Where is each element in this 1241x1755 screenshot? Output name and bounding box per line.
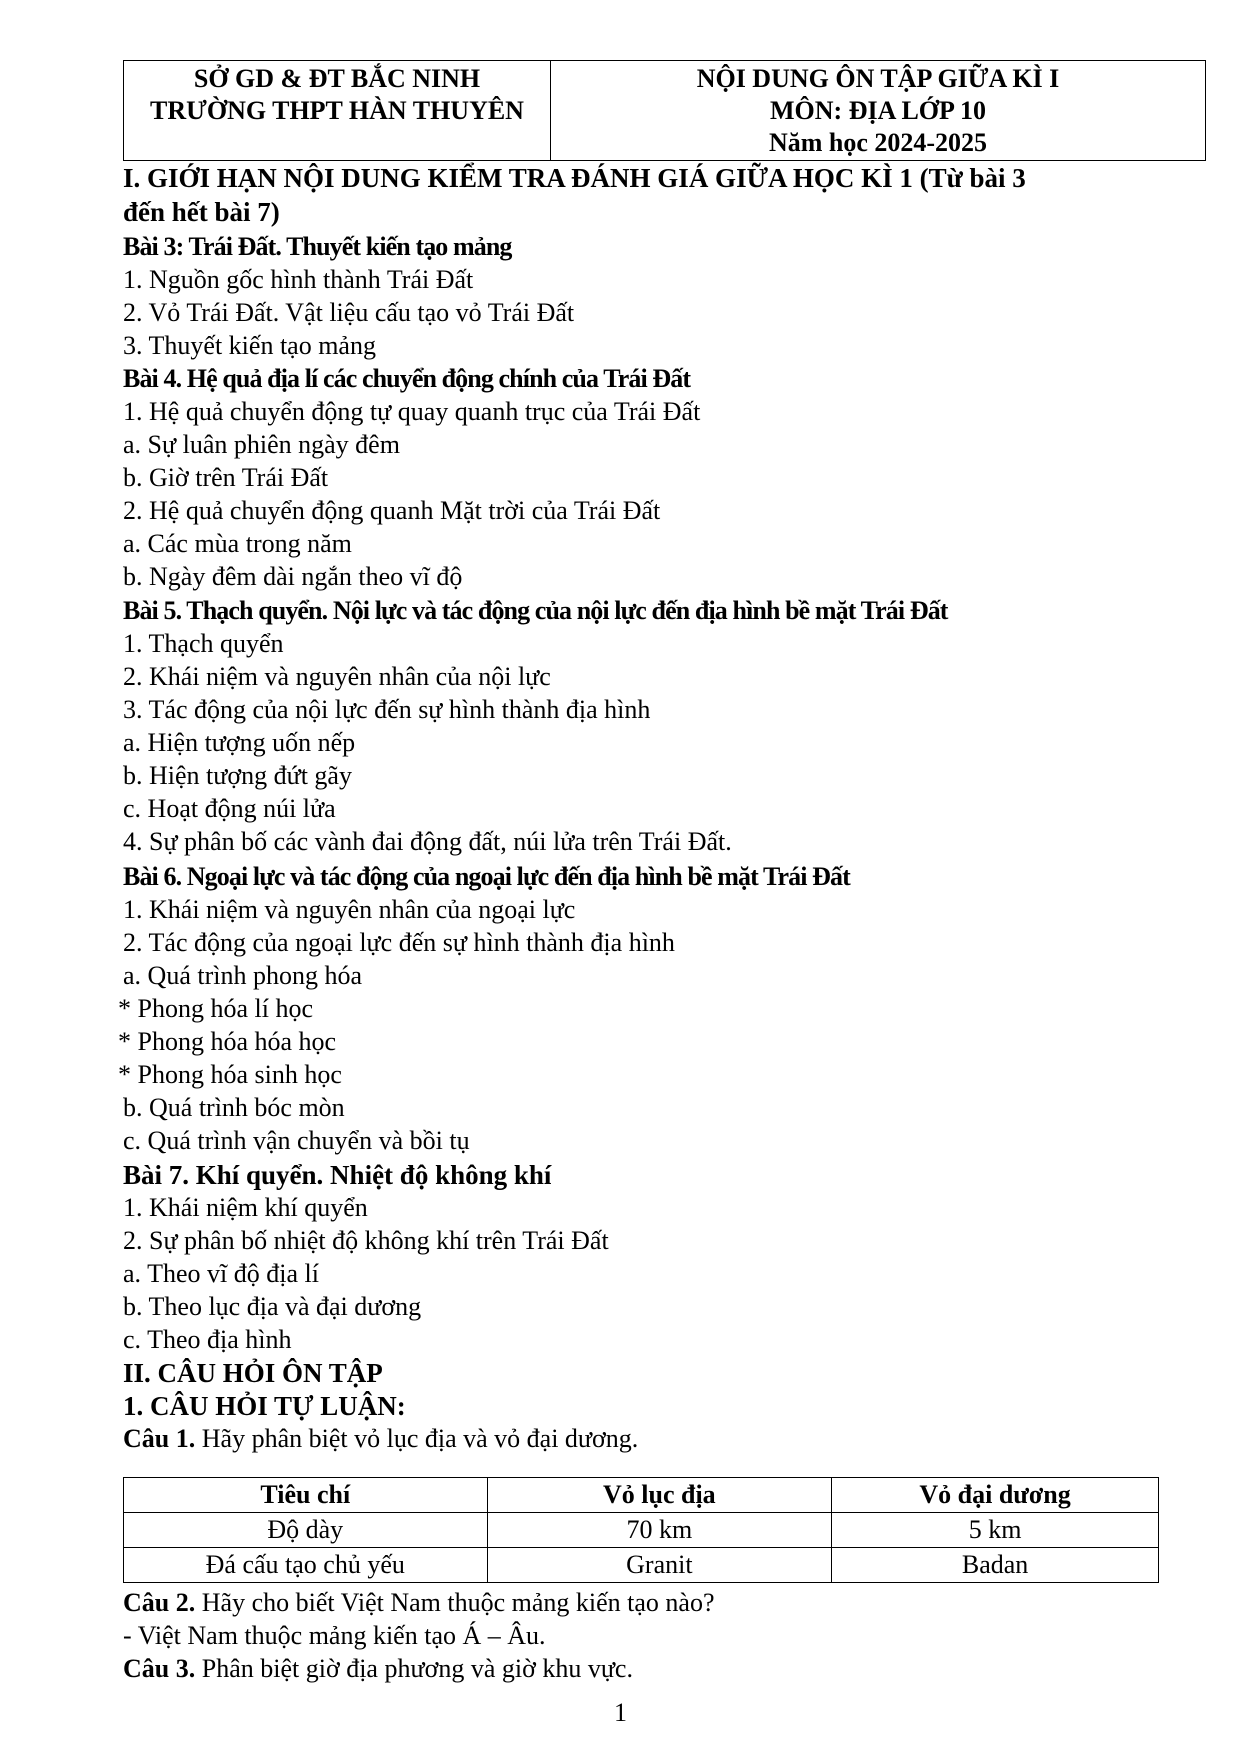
question-text: Hãy phân biệt vỏ lục địa và vỏ đại dương.	[195, 1424, 639, 1453]
lesson-5-title: Bài 5. Thạch quyển. Nội lực và tác động của nội lực đến địa hình bề mặt Trái Đất	[123, 596, 948, 625]
list-item: * Phong hóa sinh học	[118, 1060, 342, 1089]
list-item: b. Theo lục địa và đại dương	[123, 1292, 422, 1321]
school-year: Năm học 2024-2025	[768, 128, 988, 157]
exam-info	[551, 61, 1205, 160]
list-item: c. Theo địa hình	[123, 1325, 292, 1354]
lesson-7-title: Bài 7. Khí quyển. Nhiệt độ không khí	[123, 1160, 552, 1190]
essay-questions-heading: 1. CÂU HỎI TỰ LUẬN:	[123, 1391, 406, 1421]
list-item: 1. Thạch quyển	[123, 629, 284, 658]
lesson-3-title: Bài 3: Trái Đất. Thuyết kiến tạo mảng	[123, 232, 512, 261]
list-item: a. Các mùa trong năm	[123, 529, 352, 558]
question-1	[123, 1424, 638, 1454]
table-row	[124, 1513, 1159, 1548]
list-item: b. Giờ trên Trái Đất	[123, 463, 329, 492]
list-item: b. Hiện tượng đứt gãy	[123, 761, 352, 790]
list-item: 3. Tác động của nội lực đến sự hình thành địa hình	[123, 695, 651, 724]
list-item: 1. Hệ quả chuyển động tự quay quanh trục của Trái Đất	[123, 397, 701, 426]
list-item: 1. Khái niệm và nguyên nhân của ngoại lực	[123, 895, 576, 924]
question-label: Câu 1.	[123, 1424, 196, 1453]
subject-name: MÔN: ĐỊA LỚP 10	[770, 96, 986, 125]
list-item: a. Sự luân phiên ngày đêm	[123, 430, 400, 459]
section-1-title-cont: đến hết bài 7)	[123, 197, 280, 227]
table-row	[124, 1548, 1159, 1583]
header-box	[123, 60, 1206, 161]
column-header: Vỏ đại dương	[832, 1478, 1159, 1513]
table-header-row	[124, 1478, 1159, 1513]
school-info	[124, 61, 551, 160]
list-item: c. Quá trình vận chuyển và bồi tụ	[123, 1126, 470, 1155]
list-item: a. Quá trình phong hóa	[123, 961, 363, 990]
question-label: Câu 3.	[123, 1654, 196, 1683]
list-item: 2. Hệ quả chuyển động quanh Mặt trời của Trái Đất	[123, 496, 661, 525]
list-item: 2. Khái niệm và nguyên nhân của nội lực	[123, 662, 551, 691]
table-cell: Đá cấu tạo chủ yếu	[124, 1548, 488, 1583]
list-item: 3. Thuyết kiến tạo mảng	[123, 331, 376, 360]
list-item: 2. Sự phân bố nhiệt độ không khí trên Trái Đất	[123, 1226, 609, 1255]
lesson-6-title: Bài 6. Ngoại lực và tác động của ngoại lực đến địa hình bề mặt Trái Đất	[123, 862, 850, 891]
list-item: * Phong hóa lí học	[118, 994, 313, 1023]
list-item: c. Hoạt động núi lửa	[123, 794, 336, 823]
page-number: 1	[614, 1698, 627, 1727]
list-item: b. Quá trình bóc mòn	[123, 1093, 345, 1122]
list-item: a. Theo vĩ độ địa lí	[123, 1259, 319, 1288]
list-item: * Phong hóa hóa học	[118, 1027, 337, 1056]
document-title: NỘI DUNG ÔN TẬP GIỮA KÌ I	[696, 64, 1060, 93]
column-header: Vỏ lục địa	[487, 1478, 832, 1513]
list-item: 2. Vỏ Trái Đất. Vật liệu cấu tạo vỏ Trái Đất	[123, 298, 575, 327]
list-item: 1. Khái niệm khí quyển	[123, 1193, 368, 1222]
table-cell: Granit	[487, 1548, 832, 1583]
question-2	[123, 1588, 715, 1618]
question-3	[123, 1654, 633, 1684]
question-text: Phân biệt giờ địa phương và giờ khu vực.	[195, 1654, 633, 1683]
school-name: TRƯỜNG THPT HÀN THUYÊN	[150, 96, 524, 125]
list-item: 4. Sự phân bố các vành đai động đất, núi lửa trên Trái Đất.	[123, 827, 732, 856]
column-header: Tiêu chí	[124, 1478, 488, 1513]
list-item: b. Ngày đêm dài ngắn theo vĩ độ	[123, 562, 463, 591]
table-cell: 70 km	[487, 1513, 832, 1548]
table-cell: Badan	[832, 1548, 1159, 1583]
table-cell: 5 km	[832, 1513, 1159, 1548]
table-cell: Độ dày	[124, 1513, 488, 1548]
list-item: a. Hiện tượng uốn nếp	[123, 728, 356, 757]
section-2-title: II. CÂU HỎI ÔN TẬP	[123, 1358, 383, 1388]
question-2-answer: - Việt Nam thuộc mảng kiến tạo Á – Âu.	[123, 1621, 546, 1650]
question-text: Hãy cho biết Việt Nam thuộc mảng kiến tạo nào?	[195, 1588, 715, 1617]
crust-comparison-table	[123, 1477, 1159, 1583]
question-label: Câu 2.	[123, 1588, 196, 1617]
list-item: 1. Nguồn gốc hình thành Trái Đất	[123, 265, 474, 294]
section-1-title: I. GIỚI HẠN NỘI DUNG KIỂM TRA ĐÁNH GIÁ GIỮA HỌC KÌ 1 (Từ bài 3	[123, 163, 1026, 193]
lesson-4-title: Bài 4. Hệ quả địa lí các chuyển động chính của Trái Đất	[123, 364, 691, 393]
department-name: SỞ GD & ĐT BẮC NINH	[193, 64, 481, 93]
list-item: 2. Tác động của ngoại lực đến sự hình thành địa hình	[123, 928, 675, 957]
